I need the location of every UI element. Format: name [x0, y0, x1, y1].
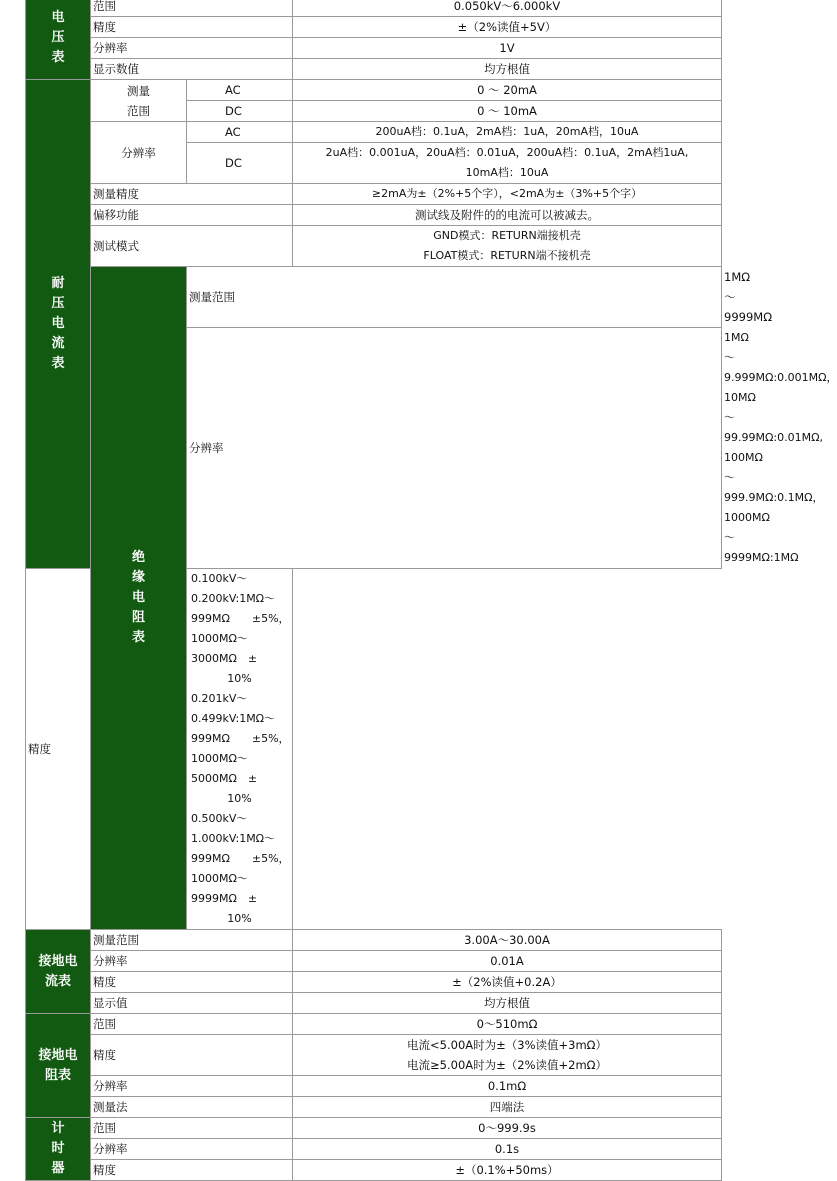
row-label: 分辨率 — [91, 1139, 293, 1160]
row-label: 精度 — [91, 1160, 293, 1181]
table-row — [26, 951, 722, 972]
mode-line: FLOAT模式：RETURN端不接机壳 — [423, 249, 591, 262]
table-row — [26, 993, 722, 1014]
res-ac-value: 200uA档：0.1uA，2mA档：1uA，20mA档，10uA — [293, 122, 722, 143]
row-label: 偏移功能 — [91, 205, 293, 226]
table-row — [26, 1014, 722, 1035]
section-insulation-title: 绝 缘 电 阻 表 — [91, 267, 187, 930]
mode-line: GND模式：RETURN端接机壳 — [433, 229, 581, 242]
section-ground-resistance-title: 接地电 阻表 — [26, 1014, 91, 1118]
accuracy-line-tail: 10% — [227, 912, 252, 925]
table-row — [26, 1076, 722, 1097]
table-row — [26, 0, 722, 17]
accuracy-line-tail: 10% — [227, 792, 252, 805]
row-label: 测量范围 — [91, 930, 293, 951]
row-label: 测量精度 — [91, 184, 293, 205]
section-voltmeter-title: 电 压 表 — [26, 0, 91, 80]
range-ac-value: 0 ～ 20mA — [293, 80, 722, 101]
row-label: 测量范围 — [187, 267, 722, 328]
table-row — [26, 226, 722, 267]
table-row — [26, 184, 722, 205]
row-value: 0.01A — [293, 951, 722, 972]
row-value: 均方根值 — [293, 59, 722, 80]
row-label: 显示值 — [91, 993, 293, 1014]
row-label: 测试模式 — [91, 226, 293, 267]
section-timer-title: 计 时 器 — [26, 1118, 91, 1181]
table-row — [26, 1139, 722, 1160]
section-ground-current-title: 接地电 流表 — [26, 930, 91, 1014]
table-row — [26, 1097, 722, 1118]
row-value: ±（2%读值+5V） — [293, 17, 722, 38]
range-ac-label: AC — [187, 80, 293, 101]
row-label: 精度 — [91, 972, 293, 993]
section-withstand-title: 耐 压 电 流 表 — [26, 80, 91, 569]
res-dc-value — [293, 143, 722, 184]
table-row — [26, 1118, 722, 1139]
row-value — [293, 226, 722, 267]
row-label: 范围 — [91, 1014, 293, 1035]
row-value: ±（2%读值+0.2A） — [293, 972, 722, 993]
row-label: 分辨率 — [91, 1076, 293, 1097]
row-label: 分辨率 — [187, 328, 722, 569]
row-label: 范围 — [91, 0, 293, 17]
row-value: 3.00A～30.00A — [293, 930, 722, 951]
row-value: ≥2mA为±（2%+5个字），<2mA为±（3%+5个字） — [293, 184, 722, 205]
table-row — [26, 80, 722, 101]
table-row — [26, 17, 722, 38]
accuracy-line: 电流<5.00A时为±（3%读值+3mΩ） — [407, 1038, 607, 1052]
table-row — [26, 38, 722, 59]
accuracy-line: 0.201kV～0.499kV:1MΩ～999MΩ ±5%， 1000MΩ～5000MΩ ± — [191, 692, 296, 785]
row-value: 0～510mΩ — [293, 1014, 722, 1035]
range-dc-value: 0 ～ 10mA — [293, 101, 722, 122]
row-value: ±（0.1%+50ms） — [293, 1160, 722, 1181]
table-row — [26, 1160, 722, 1181]
row-value: 0.1s — [293, 1139, 722, 1160]
accuracy-line: 0.100kV～0.200kV:1MΩ～999MΩ ±5%， 1000MΩ～3000MΩ ± — [191, 572, 296, 665]
row-label: 精度 — [91, 1035, 293, 1076]
spec-table — [25, 0, 837, 1181]
res-dc-line: 10mA档：10uA — [465, 166, 549, 179]
row-label: 分辨率 — [91, 951, 293, 972]
row-value: 0.1mΩ — [293, 1076, 722, 1097]
row-label: 精度 — [91, 17, 293, 38]
row-value: 测试线及附件的的电流可以被减去。 — [293, 205, 722, 226]
row-value: 四端法 — [293, 1097, 722, 1118]
row-value: 0.050kV～6.000kV — [293, 0, 722, 17]
row-value: 1V — [293, 38, 722, 59]
row-value — [187, 569, 296, 930]
row-label: 分辨率 — [91, 38, 293, 59]
range-label: 测量 范围 — [91, 80, 187, 122]
accuracy-line: 0.500kV～1.000kV:1MΩ～999MΩ ±5%， 1000MΩ～9999MΩ ± — [191, 812, 296, 905]
table-row — [26, 972, 722, 993]
row-value: 均方根值 — [293, 993, 722, 1014]
row-label: 精度 — [26, 569, 187, 930]
row-value — [293, 1035, 722, 1076]
row-label: 测量法 — [91, 1097, 293, 1118]
table-row: 绝 缘 电 阻 表 测量范围 1MΩ～9999MΩ — [26, 267, 722, 328]
resolution-label: 分辨率 — [91, 122, 187, 184]
table-row — [26, 122, 722, 143]
res-ac-label: AC — [187, 122, 293, 143]
accuracy-line-tail: 10% — [227, 672, 252, 685]
row-label: 范围 — [91, 1118, 293, 1139]
row-value: 0～999.9s — [293, 1118, 722, 1139]
table-row — [26, 1035, 722, 1076]
res-dc-line: 2uA档：0.001uA，20uA档：0.01uA，200uA档：0.1uA，2mA档1uA, — [325, 146, 689, 159]
table-row — [26, 205, 722, 226]
row-label: 显示数值 — [91, 59, 293, 80]
table-row — [26, 59, 722, 80]
table-row — [26, 569, 722, 930]
table-row — [26, 930, 722, 951]
range-dc-label: DC — [187, 101, 293, 122]
table-row: 分辨率 1MΩ～9.999MΩ:0.001MΩ，10MΩ～99.99MΩ:0.01MΩ, 100MΩ～999.9MΩ:0.1MΩ，1000MΩ～9999MΩ:1MΩ — [26, 328, 722, 569]
res-dc-label: DC — [187, 143, 293, 184]
accuracy-line: 电流≥5.00A时为±（2%读值+2mΩ） — [407, 1058, 607, 1072]
